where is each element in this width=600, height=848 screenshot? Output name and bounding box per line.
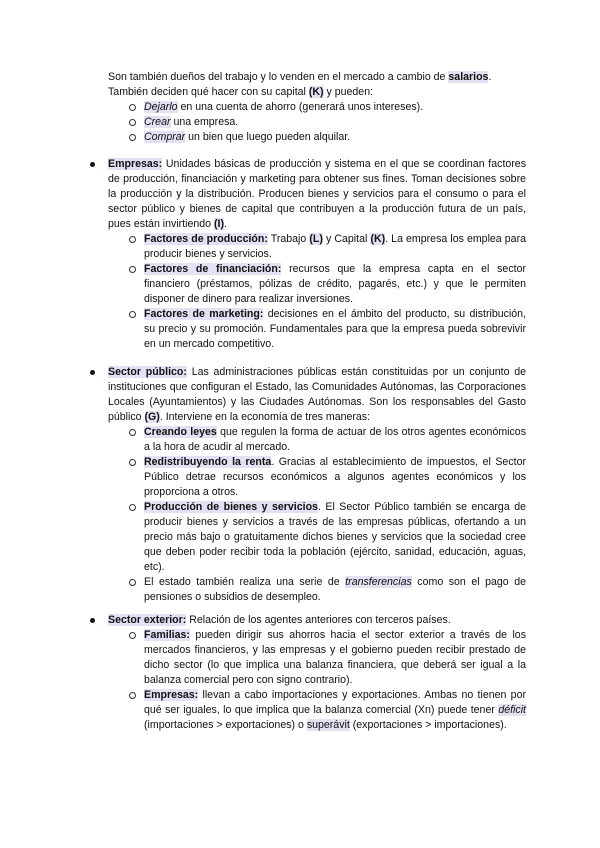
list-item: Factores de financiación: recursos que la empresa capta en el sector financiero (préstamos, pólizas de crédito, pagarés, etc.) y que le permiten disponer de dinero para realizar inversiones. (108, 262, 526, 307)
section-empresas (90, 157, 526, 352)
intro-line-1: Son también dueños del trabajo y lo venden en el mercado a cambio de salarios. (108, 71, 492, 83)
list-item: Familias: pueden dirigir sus ahorros hacia el sector exterior a través de los mercados financieros, y las empresas y el gobierno pueden recibir prestado de dicho sector (lo que implica una balanza financiera, que deberá ser igual a la balanza comercial pero con signo contrario). (108, 628, 526, 688)
section-title: Empresas: (108, 158, 163, 170)
section-title: Sector exterior: (108, 614, 187, 626)
intro-line-2: También deciden qué hacer con su capital (K) y pueden: (108, 86, 374, 98)
section-sector-publico (90, 365, 526, 605)
list-item: El estado también realiza una serie de transferencias como son el pago de pensiones o subsidios de desempleo. (108, 575, 526, 605)
list-item: Dejarlo en una cuenta de ahorro (generará unos intereses). (108, 100, 526, 115)
list-item: Redistribuyendo la renta. Gracias al establecimiento de impuestos, el Sector Público detrae recursos económicos a algunos agentes económicos y los proporciona a otros. (108, 455, 526, 500)
list-item: Factores de marketing: decisiones en el ámbito del producto, su distribución, su precio y su promoción. Fundamentales para que la empresa pueda sobrevivir en un mercado competitivo. (108, 307, 526, 352)
intro-paragraph (108, 70, 526, 145)
empresas-factors-list (90, 232, 526, 352)
intro-options-list (108, 100, 526, 145)
section-sector-exterior (90, 613, 526, 733)
highlight-k: (K) (308, 86, 324, 98)
section-empresas-head: Empresas: Unidades básicas de producción y sistema en el que se coordinan factores de producción, financiación y marketing para obtener sus fines. Toman decisiones sobre la producción y la distribución. Producen bienes y servicios para el consumo o para el sector público y bienes de capital que contribuyen a la producción futura de un país, pues están invirtiendo (I). (90, 157, 526, 232)
list-item: Crear una empresa. (108, 115, 526, 130)
section-publico-head: Sector público: Las administraciones públicas están constituidas por un conjunto de instituciones que configuran el Estado, las Comunidades Autónomas, las Corporaciones Locales (Ayuntamientos) y las Ciudades Autónomas. Son los responsables del Gasto público (G). Interviene en la economía de tres maneras: (90, 365, 526, 425)
list-item: Factores de producción: Trabajo (L) y Capital (K). La empresa los emplea para producir bienes y servicios. (108, 232, 526, 262)
list-item: Empresas: llevan a cabo importaciones y exportaciones. Ambas no tienen por qué ser iguales, lo que implica que la balanza comercial (Xn) puede tener déficit (importaciones > exportaciones) o superávit (exportaciones > importaciones). (108, 688, 526, 733)
highlight-salarios: salarios (448, 71, 489, 83)
list-item: Creando leyes que regulen la forma de actuar de los otros agentes económicos a la hora de acudir al mercado. (108, 425, 526, 455)
section-exterior-head: Sector exterior: Relación de los agentes anteriores con terceros países. (90, 613, 526, 628)
section-title: Sector público: (108, 366, 187, 378)
publico-ways-list (90, 425, 526, 605)
exterior-agents-list (90, 628, 526, 733)
list-item: Producción de bienes y servicios. El Sector Público también se encarga de producir bienes y servicios a través de las empresas públicas, ofertando a un precio más bajo o gratuitamente dichos bienes y servicios que la sociedad cree que deben poder recibir toda la población (ejército, sanidad, educación, aguas, etc). (108, 500, 526, 575)
list-item: Comprar un bien que luego pueden alquilar. (108, 130, 526, 145)
